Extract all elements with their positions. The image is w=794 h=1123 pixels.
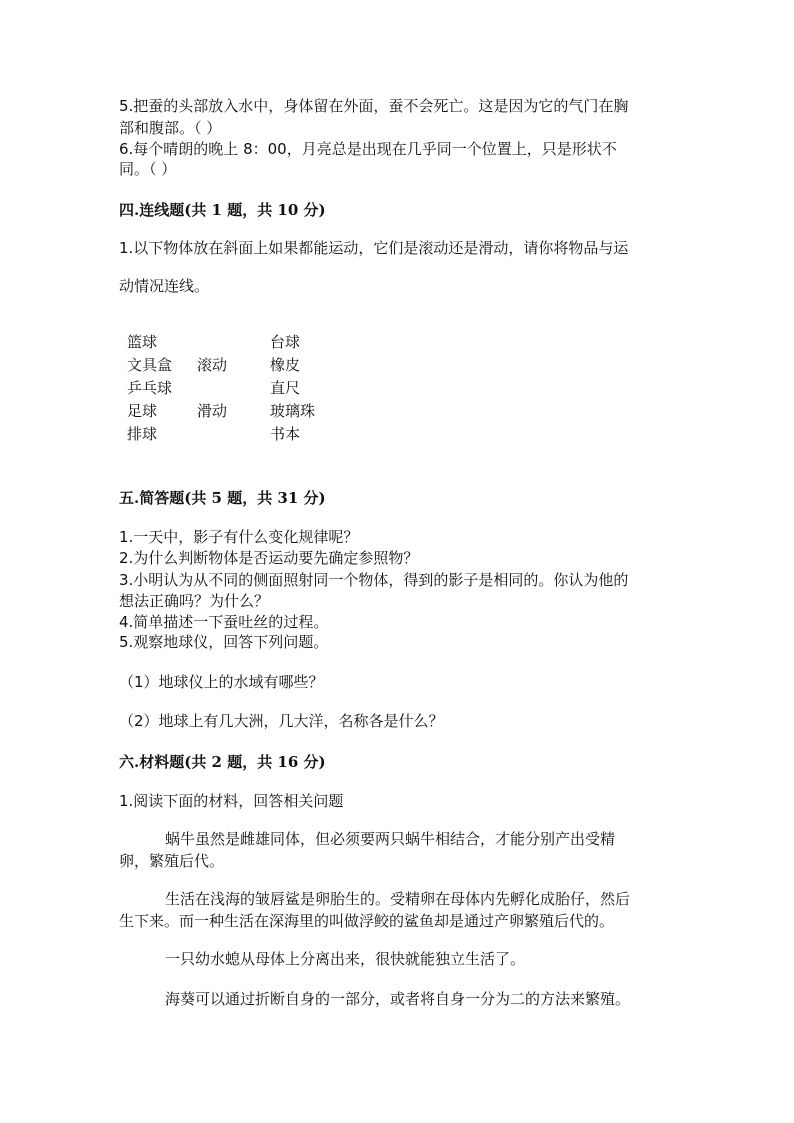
- question-5-line-1: 5.把蚕的头部放入水中，身体留在外面，蚕不会死亡。这是因为它的气门在胸: [119, 97, 629, 115]
- question-6-line-1: 6.每个晴朗的晚上 8：00，月亮总是出现在几乎同一个位置上，只是形状不: [119, 140, 617, 158]
- left-item: 文具盒: [127, 356, 173, 374]
- material-paragraph-1-line-2: 卵，繁殖后代。: [119, 852, 225, 870]
- question-6-line-2: 同。（ ）: [119, 160, 177, 178]
- right-item: 直尺: [270, 379, 301, 397]
- short-answer-sub-2: （2）地球上有几大洲，几大洋，名称各是什么？: [119, 712, 444, 730]
- motion-sliding: 滑动: [197, 402, 228, 420]
- right-item: 台球: [270, 333, 301, 351]
- section-4-heading: 四.连线题(共 1 题，共 10 分): [119, 201, 326, 219]
- left-item: 排球: [127, 425, 158, 443]
- matching-question-line-2: 动情况连线。: [119, 277, 210, 295]
- short-answer-q1: 1.一天中，影子有什么变化规律呢？: [119, 528, 359, 546]
- right-item: 书本: [270, 425, 301, 443]
- material-paragraph-1-line-1: 蜗牛虽然是雌雄同体，但必须要两只蜗牛相结合，才能分别产出受精: [165, 830, 616, 848]
- material-paragraph-2-line-2: 生下来。而一种生活在深海里的叫做浮鲛的鲨鱼却是通过产卵繁殖后代的。: [119, 912, 615, 930]
- matching-question-line-1: 1.以下物体放在斜面上如果都能运动，它们是滚动还是滑动，请你将物品与运: [119, 239, 629, 257]
- motion-rolling: 滚动: [197, 356, 228, 374]
- short-answer-q5: 5.观察地球仪，回答下列问题。: [119, 633, 329, 651]
- section-5-heading: 五.简答题(共 5 题，共 31 分): [119, 489, 326, 507]
- short-answer-q4: 4.简单描述一下蚕吐丝的过程。: [119, 613, 329, 631]
- left-item: 足球: [127, 402, 158, 420]
- right-item: 橡皮: [270, 356, 301, 374]
- right-item: 玻璃珠: [270, 402, 316, 420]
- short-answer-q2: 2.为什么判断物体是否运动要先确定参照物？: [119, 549, 419, 567]
- section-6-heading: 六.材料题(共 2 题，共 16 分): [119, 753, 326, 771]
- material-question-1: 1.阅读下面的材料，回答相关问题: [119, 792, 344, 810]
- short-answer-q3-line-1: 3.小明认为从不同的侧面照射同一个物体，得到的影子是相同的。你认为他的: [119, 571, 629, 589]
- left-item: 篮球: [127, 333, 158, 351]
- question-5-line-2: 部和腹部。（ ）: [119, 119, 222, 137]
- left-item: 乒乓球: [127, 379, 173, 397]
- material-paragraph-4: 海葵可以通过折断自身的一部分，或者将自身一分为二的方法来繁殖。: [165, 990, 631, 1008]
- material-paragraph-3: 一只幼水螅从母体上分离出来，很快就能独立生活了。: [165, 950, 526, 968]
- short-answer-sub-1: （1）地球仪上的水域有哪些？: [119, 673, 324, 691]
- short-answer-q3-line-2: 想法正确吗？为什么？: [119, 592, 270, 610]
- material-paragraph-2-line-1: 生活在浅海的皱唇鲨是卵胎生的。受精卵在母体内先孵化成胎仔，然后: [165, 890, 631, 908]
